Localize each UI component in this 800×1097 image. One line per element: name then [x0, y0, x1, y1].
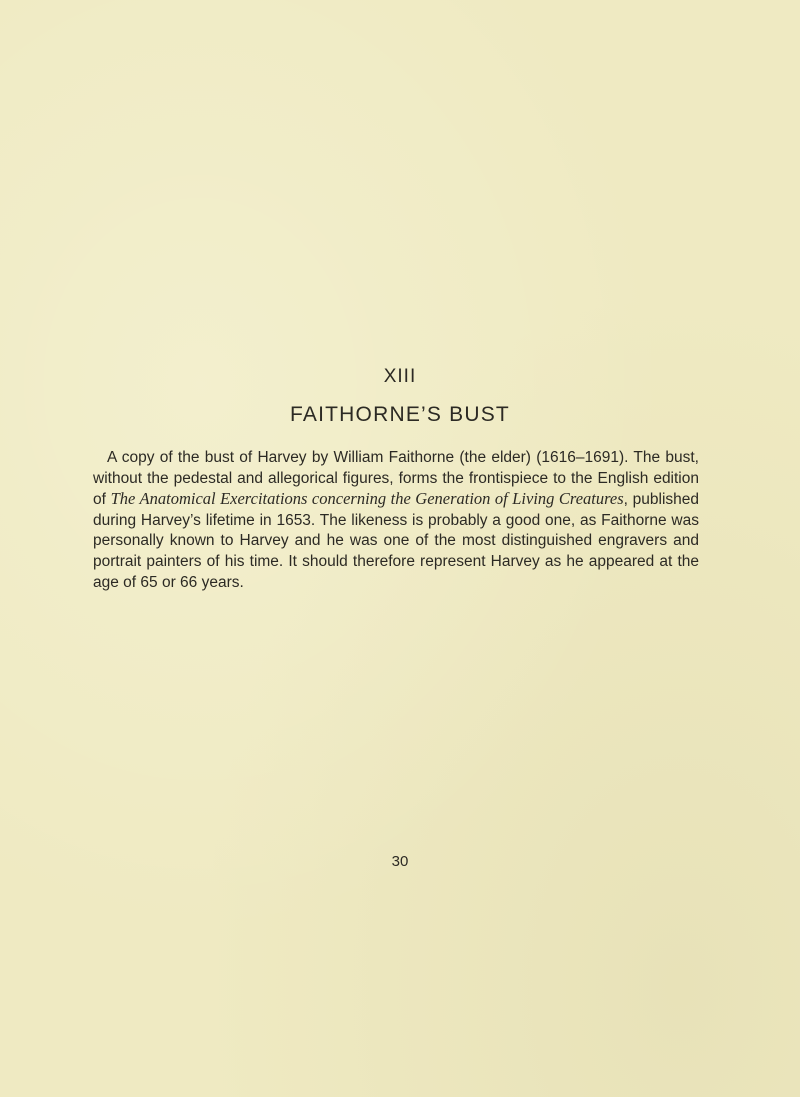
page-number: 30 [391, 853, 409, 870]
book-title: The Anatomical Exercitations concerning the Generation of Living Creatures [110, 489, 624, 509]
section-title: FAITHORNE’S BUST [290, 403, 510, 426]
section-number: XIII [383, 366, 417, 387]
paragraph-text-end: , published during Harvey’s lifetime in 1653. The likeness is probably a good one, as Faithorne was personally known to Harvey and he was one of the most distinguished engravers and portrait painters of his time. It should therefore represent Harvey as he appeared at the age of 65 or 66 years. [93, 491, 700, 591]
description-paragraph [93, 448, 699, 593]
paragraph-text-start: A copy of the bust of Harvey by William Faithorne (the elder) (1616–1691). The bust, without the pedestal and allegorical figures, forms the frontispiece to the English edition of [93, 449, 699, 509]
